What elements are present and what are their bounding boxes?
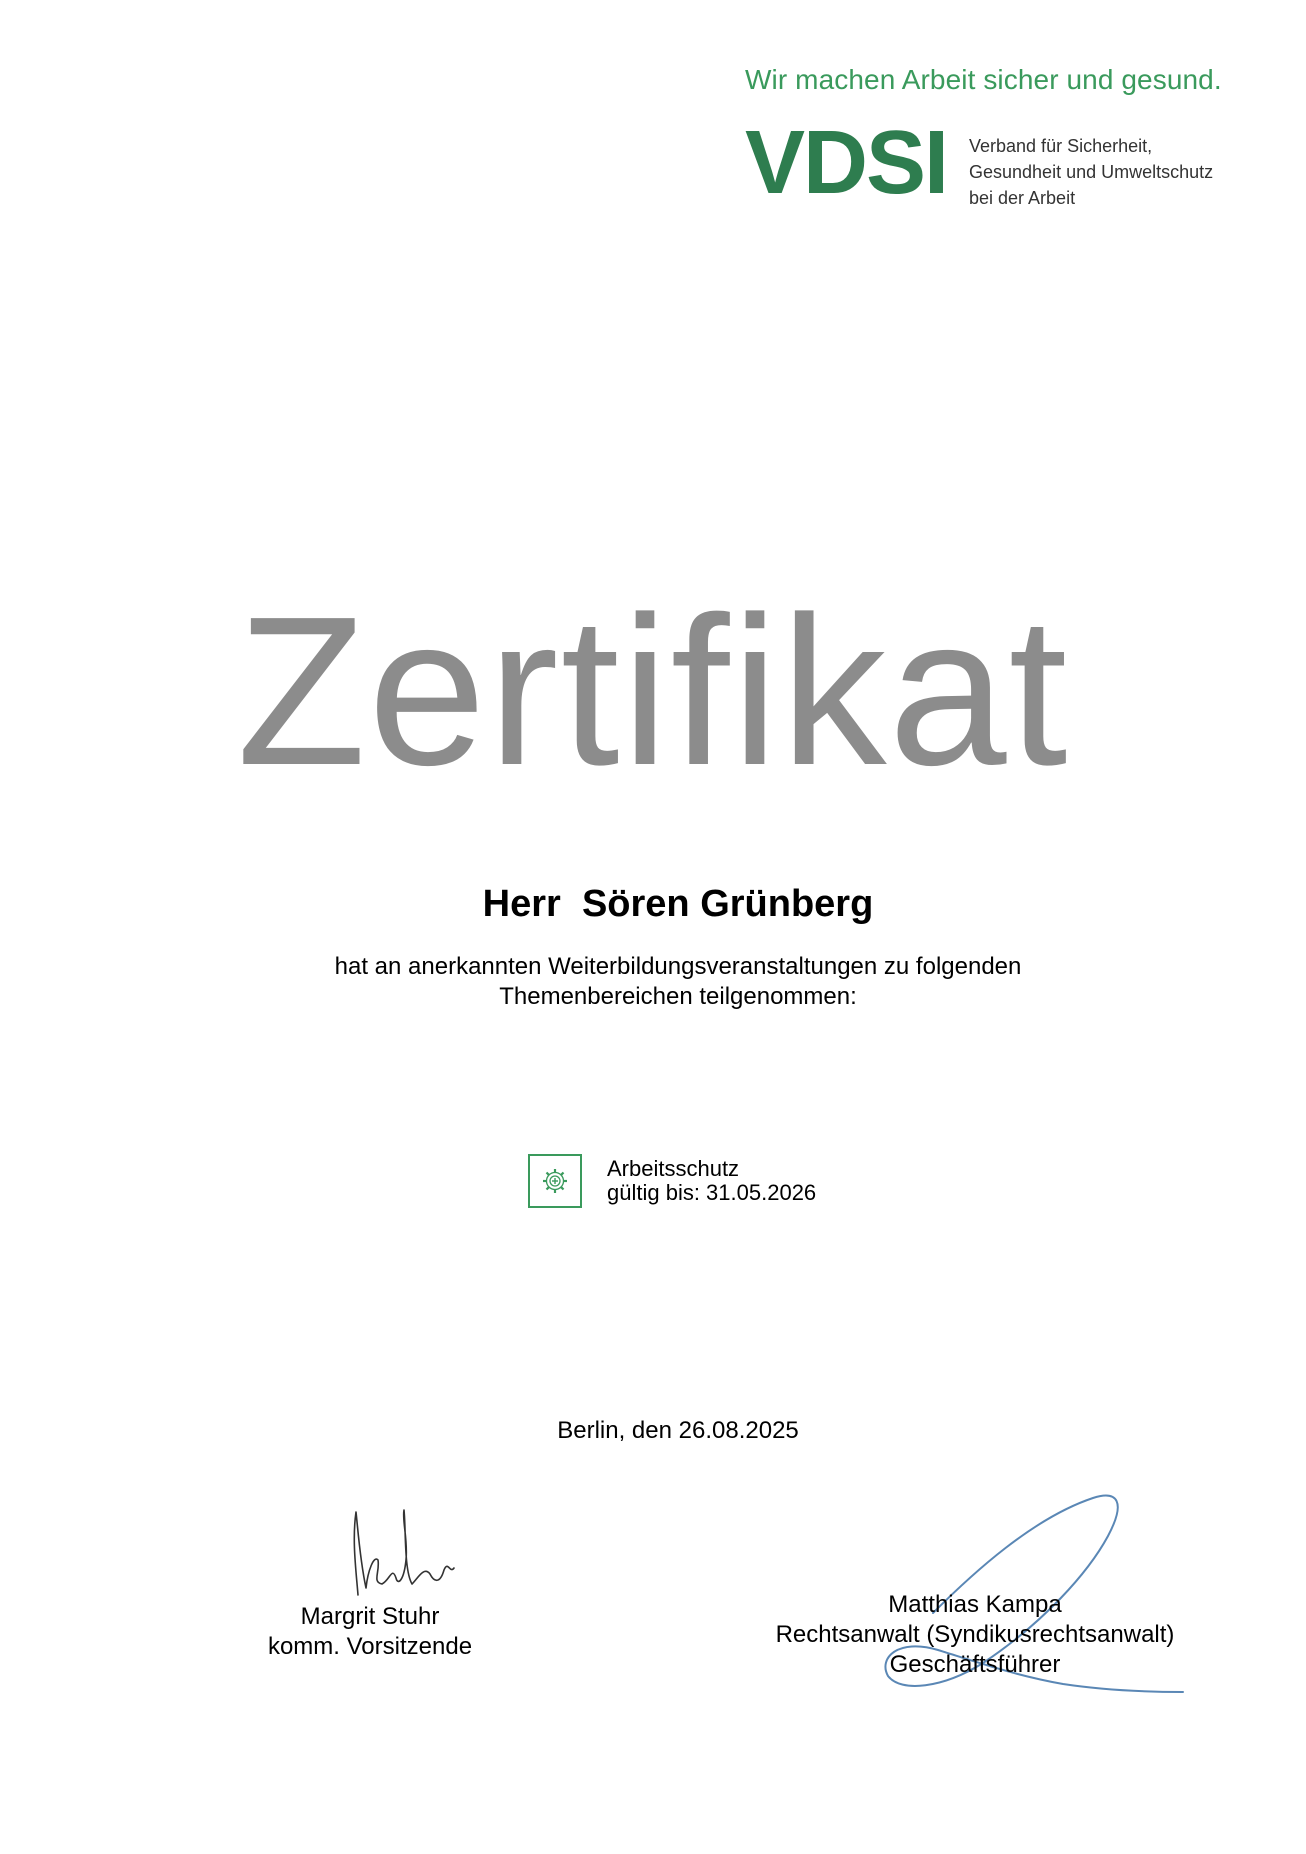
intro-line: Themenbereichen teilgenommen: [499, 983, 857, 1010]
org-line: Verband für Sicherheit, [969, 136, 1153, 156]
signature-left [338, 1500, 478, 1610]
tagline: Wir machen Arbeit sicher und gesund. [745, 64, 1222, 95]
gear-cross-icon [540, 1166, 570, 1196]
org-line: bei der Arbeit [969, 188, 1076, 208]
signatory-role: Rechtsanwalt (Syndikusrechtsanwalt) [775, 1621, 1175, 1648]
signatory-role: Geschäftsführer [889, 1651, 1061, 1678]
intro-line: hat an anerkannten Weiterbildungsveranstaltungen zu folgenden [334, 953, 1022, 980]
topic-validity: gültig bis: 31.05.2026 [607, 1180, 817, 1205]
place-date: Berlin, den 26.08.2025 [557, 1417, 799, 1444]
signatory-role: komm. Vorsitzende [267, 1633, 473, 1660]
topic-name: Arbeitsschutz [607, 1156, 740, 1181]
organization-name [969, 133, 1213, 211]
signatory-name: Matthias Kampa [888, 1591, 1062, 1618]
org-line: Gesundheit und Umweltschutz [969, 162, 1214, 182]
certificate-title: Zertifikat [236, 572, 1070, 809]
recipient-name: Herr Sören Grünberg [482, 883, 874, 925]
topic-icon-box [528, 1154, 582, 1208]
signatory-right [745, 1590, 1205, 1680]
vdsi-logo: VDSI [745, 113, 948, 213]
intro-text [0, 952, 1306, 1012]
signatory-left [200, 1602, 540, 1662]
signatory-name: Margrit Stuhr [300, 1603, 440, 1630]
